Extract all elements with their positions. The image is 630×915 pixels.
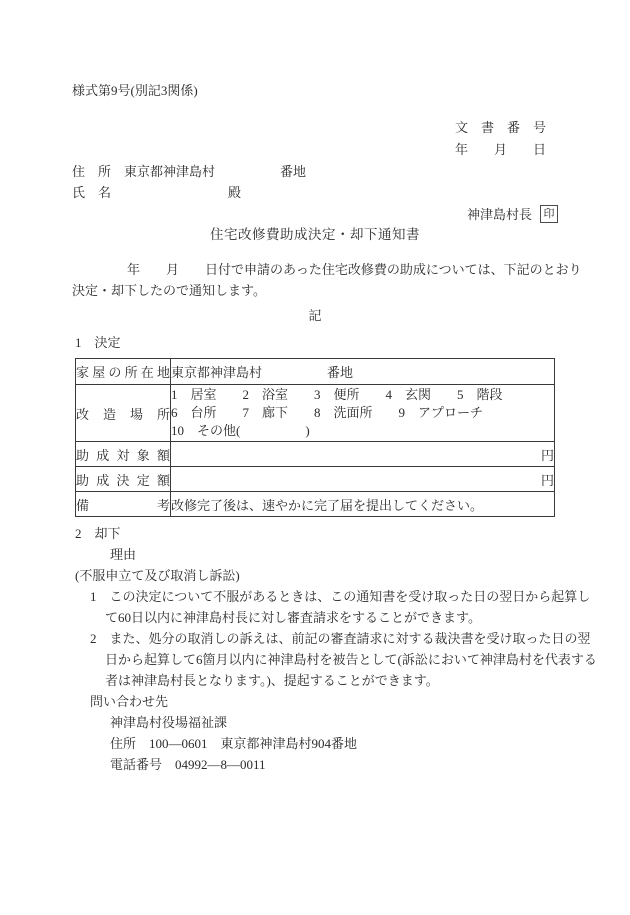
document-title: 住宅改修費助成決定・却下通知書 xyxy=(210,227,420,242)
mayor-signature-row xyxy=(72,203,558,224)
ki-marker: 記 xyxy=(308,308,322,323)
subsidy-target-amount: 円 xyxy=(171,442,555,467)
renovation-options-line-1: 1 居室 2 浴室 3 便所 4 玄関 5 階段 xyxy=(171,387,503,402)
mayor-title: 神津島村長 xyxy=(466,207,532,222)
appeal-item-2-line-2: 日から起算して6箇月以内に神津島村を被告として(訴訟において神津島村を代表する xyxy=(105,652,597,667)
appeal-item-1-line-1: 1 この決定について不服があるときは、この通知書を受け取った日の翌日から起算し xyxy=(90,589,591,604)
section-1-heading: 1 決定 xyxy=(75,335,121,350)
subsidy-decided-amount: 円 xyxy=(171,467,555,492)
table-row-subsidy-decided xyxy=(76,467,555,492)
inquiry-address: 住所 100―0601 東京都神津島村904番地 xyxy=(110,736,358,751)
appeal-item-1-line-2: て60日以内に神津島村長に対し審査請求をすることができます。 xyxy=(105,610,481,625)
date-line: 年 月 日 xyxy=(454,142,546,157)
reason-label: 理由 xyxy=(110,547,137,562)
section-2-heading: 2 却下 xyxy=(75,526,121,541)
table-row-subsidy-target xyxy=(76,442,555,467)
appeal-heading: (不服申立て及び取消し訴訟) xyxy=(75,568,240,583)
renovation-place-value xyxy=(171,385,555,442)
doc-header xyxy=(72,117,558,161)
location-value: 東京都神津島村 番地 xyxy=(171,359,555,385)
appeal-item-2-line-1: 2 また、処分の取消しの訴えは、前記の審査請求に対する裁決書を受け取った日の翌 xyxy=(90,631,591,646)
table-row-renovation-place xyxy=(76,385,555,442)
inquiry-block xyxy=(72,691,558,775)
subsidy-target-label: 助成対象額 xyxy=(76,442,171,467)
appeal-item-2-line-3: 者は神津島村長となります。)、提起することができます。 xyxy=(105,673,439,688)
addressee-block xyxy=(72,161,558,203)
location-label: 家屋の所在地 xyxy=(76,359,171,385)
renovation-options-line-2: 6 台所 7 廊下 8 洗面所 9 アプローチ xyxy=(171,405,484,420)
remarks-value: 改修完了後は、速やかに完了届を提出してください。 xyxy=(171,492,555,517)
inquiry-heading: 問い合わせ先 xyxy=(90,694,169,709)
remarks-label: 備考 xyxy=(76,492,171,517)
intro-line-1: 年 月 日付で申請のあった住宅改修費の助成については、下記のとおり xyxy=(127,262,582,277)
intro-paragraph xyxy=(72,259,582,301)
form-number: 様式第9号(別記3関係) xyxy=(72,83,198,98)
name-line: 氏 名 殿 xyxy=(72,185,242,200)
address-line: 住 所 東京都神津島村 番地 xyxy=(72,164,307,179)
appeal-item-2 xyxy=(72,628,597,691)
inquiry-office: 神津島村役場福祉課 xyxy=(110,715,228,730)
subsidy-decided-label: 助成決定額 xyxy=(76,467,171,492)
seal-stamp-icon: 印 xyxy=(540,205,558,223)
table-row-location xyxy=(76,359,555,385)
appeal-item-1 xyxy=(72,586,591,628)
intro-line-2: 決定・却下したので通知します。 xyxy=(72,283,266,298)
renovation-options-line-3: 10 その他( ) xyxy=(171,423,310,438)
inquiry-phone: 電話番号 04992―8―0011 xyxy=(110,757,266,772)
table-row-remarks xyxy=(76,492,555,517)
renovation-place-label: 改造場所 xyxy=(76,385,171,442)
decision-table xyxy=(75,358,555,517)
doc-number-label: 文 書 番 号 xyxy=(454,120,546,135)
